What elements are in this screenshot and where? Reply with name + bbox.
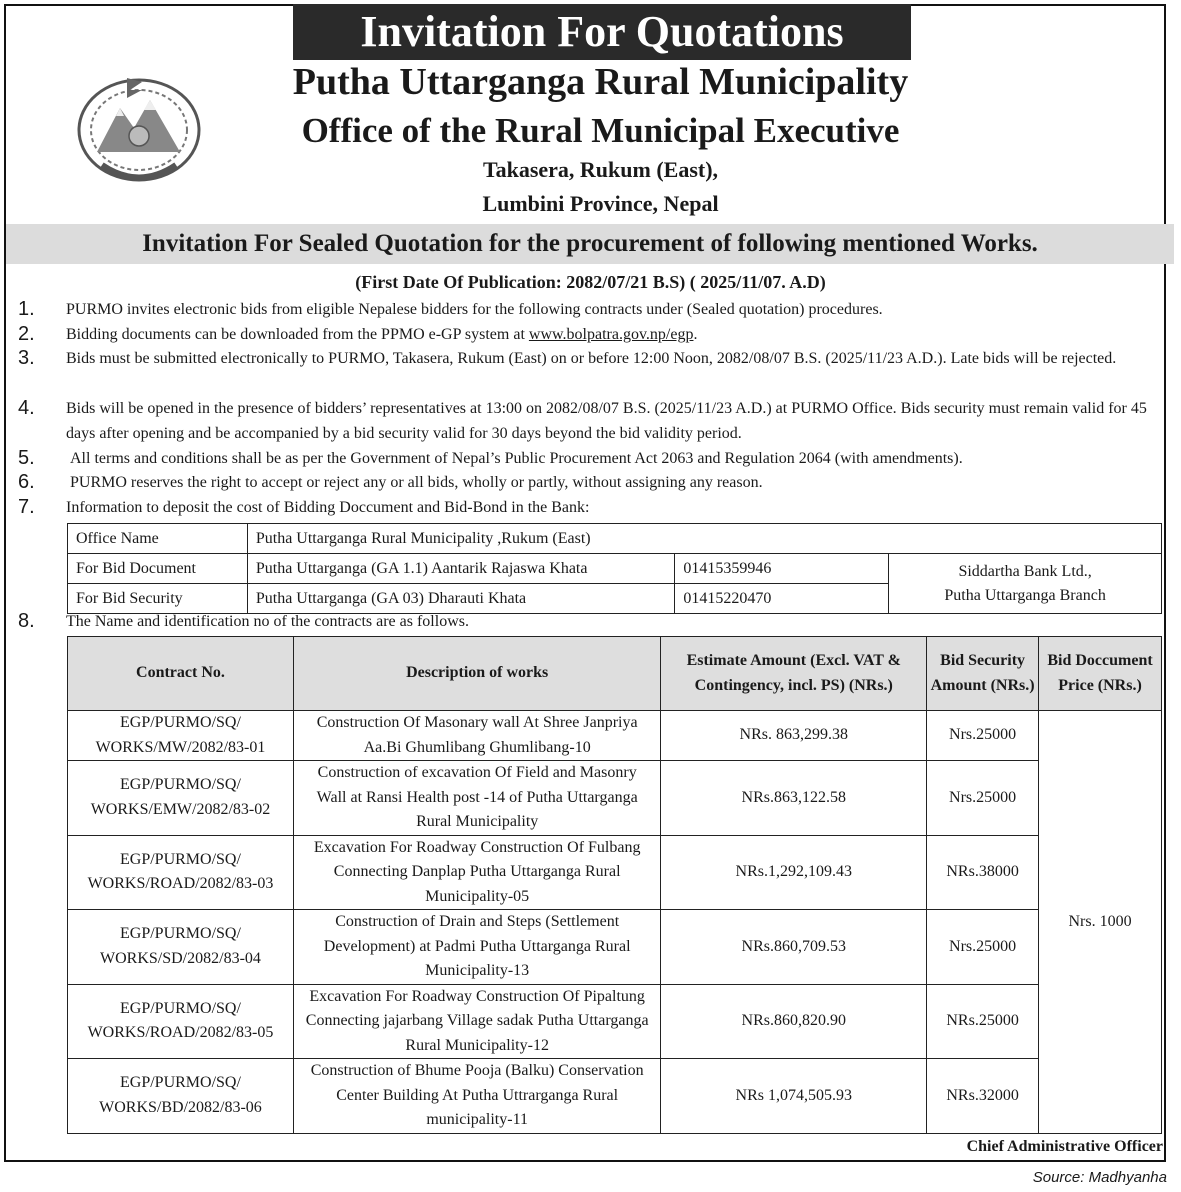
bank-info-table (67, 523, 1162, 614)
office-name: Office of the Rural Municipal Executive (301, 111, 900, 150)
source-credit: Source: Madhyanha (1032, 1169, 1167, 1186)
item-text: Information to deposit the cost of Bidding Doccument and Bid-Bond in the Bank: (66, 499, 590, 516)
description-cell: Construction of Bhume Pooja (Balku) Conservation Center Building At Putha Uttrarganga Rural municipality-11 (293, 1059, 661, 1134)
item-text-before: Bidding documents can be downloaded from the PPMO e-GP system at (66, 326, 529, 343)
contract-no-cell: EGP/PURMO/SQ/ WORKS/EMW/2082/83-02 (68, 761, 294, 836)
table-row (68, 711, 1162, 761)
security-cell: NRs.32000 (927, 1059, 1039, 1134)
office-label: Office Name (68, 524, 248, 554)
estimate-cell: NRs 1,074,505.93 (661, 1059, 927, 1134)
table-row (68, 554, 1162, 584)
item-number: 5. (18, 447, 35, 469)
item-text-after: . (693, 326, 698, 343)
item-text: All terms and conditions shall be as per the Government of Nepal’s Public Procurement Act 2063 and Regulation 2064 (with amendments). (70, 450, 963, 467)
notice-subtitle: Invitation For Sealed Quotation for the procurement of following mentioned Works. (6, 224, 1174, 264)
doc-price-cell: Nrs. 1000 (1039, 711, 1162, 1134)
address-line-1: Takasera, Rukum (East), (482, 157, 719, 182)
col-header-doc-price: Bid Doccument Price (NRs.) (1039, 637, 1162, 711)
bid-document-account-no: 01415359946 (675, 554, 889, 584)
signature-title: Chief Administrative Officer (966, 1138, 1163, 1155)
item-number: 4. (18, 397, 35, 419)
table-row (68, 835, 1162, 910)
col-header-contract-no: Contract No. (68, 637, 294, 711)
bid-security-label: For Bid Security (68, 584, 248, 614)
item-text: Bids will be opened in the presence of bidders’ representatives at 13:00 on 2082/08/07 B.S. (2025/11/23 A.D.) at PURMO Office. Bids security must remain valid for 45 days after opening and be accompanied by a bid security valid for 30 days beyond the bid validity period. (66, 400, 1147, 442)
col-header-estimate: Estimate Amount (Excl. VAT & Contingency, incl. PS) (NRs.) (661, 637, 927, 711)
item-number: 8. (18, 610, 35, 632)
item-number: 1. (18, 298, 35, 320)
security-cell: Nrs.25000 (927, 761, 1039, 836)
item-number: 6. (18, 471, 35, 493)
item-text: Bids must be submitted electronically to PURMO, Takasera, Rukum (East) on or before 12:00 Noon, 2082/08/07 B.S. (2025/11/23 A.D.). Late bids will be rejected. (66, 350, 1117, 367)
security-cell: NRs.25000 (927, 984, 1039, 1059)
item-number: 7. (18, 496, 35, 518)
description-cell: Excavation For Roadway Construction Of Pipaltung Connecting jajarbang Village sadak Putha Uttarganga Rural Municipality-12 (293, 984, 661, 1059)
bank-name (889, 554, 1162, 614)
table-row (68, 984, 1162, 1059)
estimate-cell: NRs.863,122.58 (661, 761, 927, 836)
item-text (66, 323, 1166, 348)
bid-document-label: For Bid Document (68, 554, 248, 584)
publication-date: (First Date Of Publication: 2082/07/21 B.S) ( 2025/11/07. A.D) (355, 272, 826, 292)
bank-line-2: Putha Uttarganga Branch (944, 586, 1106, 604)
security-cell: NRs.38000 (927, 835, 1039, 910)
item-text: PURMO invites electronic bids from eligible Nepalese bidders for the following contracts under (Sealed quotation) procedures. (66, 301, 883, 318)
security-cell: Nrs.25000 (927, 711, 1039, 761)
table-row (68, 524, 1162, 554)
col-header-description: Description of works (293, 637, 661, 711)
description-cell: Excavation For Roadway Construction Of Fulbang Connecting Danplap Putha Uttarganga Rural Municipality-05 (293, 835, 661, 910)
notice-banner: Invitation For Quotations (293, 4, 911, 60)
contract-no-cell: EGP/PURMO/SQ/ WORKS/SD/2082/83-04 (68, 910, 294, 985)
item-number: 2. (18, 323, 35, 345)
organization-name: Putha Uttarganga Rural Municipality (292, 61, 909, 103)
contract-no-cell: EGP/PURMO/SQ/ WORKS/BD/2082/83-06 (68, 1059, 294, 1134)
item-text: The Name and identification no of the contracts are as follows. (66, 613, 469, 630)
contract-no-cell: EGP/PURMO/SQ/ WORKS/ROAD/2082/83-03 (68, 835, 294, 910)
estimate-cell: NRs.1,292,109.43 (661, 835, 927, 910)
table-row (68, 910, 1162, 985)
col-header-bid-security: Bid Security Amount (NRs.) (927, 637, 1039, 711)
address-line-2: Lumbini Province, Nepal (482, 191, 719, 216)
description-cell: Construction of excavation Of Field and Masonry Wall at Ransi Health post -14 of Putha Uttarganga Rural Municipality (293, 761, 661, 836)
bid-document-account-name: Putha Uttarganga (GA 1.1) Aantarik Rajaswa Khata (247, 554, 675, 584)
table-row (68, 1059, 1162, 1134)
estimate-cell: NRs. 863,299.38 (661, 711, 927, 761)
bolpatra-link[interactable]: www.bolpatra.gov.np/egp (528, 326, 694, 343)
description-cell: Construction of Drain and Steps (Settlement Development) at Padmi Putha Uttarganga Rural Municipality-13 (293, 910, 661, 985)
office-value: Putha Uttarganga Rural Municipality ,Rukum (East) (247, 524, 1161, 554)
contracts-table (67, 636, 1162, 1134)
estimate-cell: NRs.860,820.90 (661, 984, 927, 1059)
bank-line-1: Siddartha Bank Ltd., (958, 562, 1092, 580)
contract-no-cell: EGP/PURMO/SQ/ WORKS/ROAD/2082/83-05 (68, 984, 294, 1059)
table-header-row (68, 637, 1162, 711)
item-text: PURMO reserves the right to accept or reject any or all bids, wholly or partly, without assigning any reason. (70, 474, 763, 491)
item-number: 3. (18, 347, 35, 369)
contract-no-cell: EGP/PURMO/SQ/ WORKS/MW/2082/83-01 (68, 711, 294, 761)
description-cell: Construction Of Masonary wall At Shree Janpriya Aa.Bi Ghumlibang Ghumlibang-10 (293, 711, 661, 761)
security-cell: Nrs.25000 (927, 910, 1039, 985)
bid-security-account-no: 01415220470 (675, 584, 889, 614)
table-row (68, 761, 1162, 836)
bid-security-account-name: Putha Uttarganga (GA 03) Dharauti Khata (247, 584, 675, 614)
estimate-cell: NRs.860,709.53 (661, 910, 927, 985)
